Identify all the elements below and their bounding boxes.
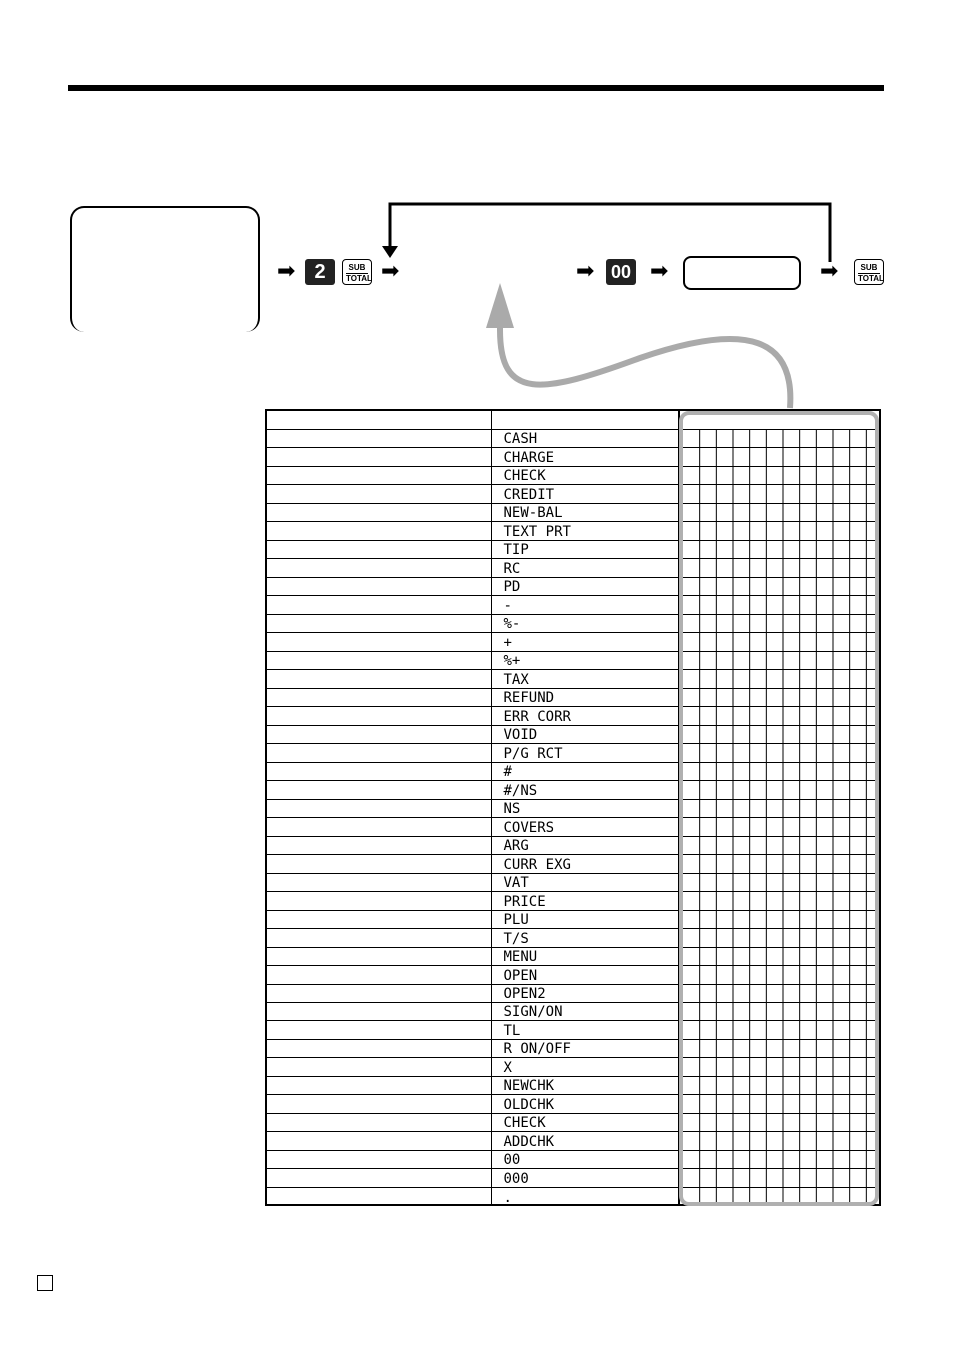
key-name-cell: MENU: [491, 947, 679, 965]
key-name-cell: +: [491, 633, 679, 651]
key-name-cell: VOID: [491, 725, 679, 743]
flow-loop-arrow: [0, 0, 954, 420]
description-cell: [267, 688, 491, 706]
description-cell: [267, 1187, 491, 1205]
key-name-cell: 00: [491, 1150, 679, 1168]
key-name-cell: NS: [491, 799, 679, 817]
description-cell: [267, 503, 491, 521]
highlight-frame: [679, 411, 879, 1206]
description-cell: [267, 1021, 491, 1039]
key-name-cell: NEWCHK: [491, 1076, 679, 1094]
key-name-cell: NEW-BAL: [491, 503, 679, 521]
description-cell: [267, 411, 491, 429]
description-cell: [267, 818, 491, 836]
key-name-cell: X: [491, 1058, 679, 1076]
key-name-cell: VAT: [491, 873, 679, 891]
description-cell: [267, 1058, 491, 1076]
key-name-cell: P/G RCT: [491, 744, 679, 762]
description-cell: [267, 855, 491, 873]
key-name-cell: TEXT PRT: [491, 522, 679, 540]
key-name-cell: OPEN2: [491, 984, 679, 1002]
description-cell: [267, 1095, 491, 1113]
description-cell: [267, 725, 491, 743]
description-cell: [267, 707, 491, 725]
key-name-cell: PLU: [491, 910, 679, 928]
description-cell: [267, 614, 491, 632]
key-name-cell: R ON/OFF: [491, 1039, 679, 1057]
description-cell: [267, 744, 491, 762]
key-name-cell: 000: [491, 1169, 679, 1187]
subtotal-key: SUB TOTAL: [342, 259, 372, 285]
description-cell: [267, 540, 491, 558]
key-name-cell: ERR CORR: [491, 707, 679, 725]
description-cell: [267, 762, 491, 780]
key-name-cell: -: [491, 596, 679, 614]
description-cell: [267, 651, 491, 669]
description-cell: [267, 929, 491, 947]
description-cell: [267, 910, 491, 928]
key-name-cell: #: [491, 762, 679, 780]
description-cell: [267, 1039, 491, 1057]
description-cell: [267, 1113, 491, 1131]
description-cell: [267, 836, 491, 854]
key-name-cell: CURR EXG: [491, 855, 679, 873]
description-cell: [267, 781, 491, 799]
input-box: [683, 256, 801, 290]
description-cell: [267, 670, 491, 688]
key-name-cell: PD: [491, 577, 679, 595]
description-cell: [267, 522, 491, 540]
page-marker: [37, 1275, 53, 1291]
arrow-right-icon: ➡: [277, 259, 296, 284]
key-00: 00: [606, 259, 636, 285]
key-name-cell: %+: [491, 651, 679, 669]
key-name-cell: ADDCHK: [491, 1132, 679, 1150]
description-cell: [267, 892, 491, 910]
arrow-right-icon: ➡: [381, 259, 400, 284]
description-cell: [267, 596, 491, 614]
key-name-cell: #/NS: [491, 781, 679, 799]
key-name-cell: T/S: [491, 929, 679, 947]
key-name-cell: COVERS: [491, 818, 679, 836]
key-name-cell: REFUND: [491, 688, 679, 706]
description-cell: [267, 1003, 491, 1021]
key-name-cell: %-: [491, 614, 679, 632]
key-name-cell: RC: [491, 559, 679, 577]
description-cell: [267, 966, 491, 984]
key-name-cell: CHECK: [491, 466, 679, 484]
arrow-right-icon: ➡: [650, 259, 669, 284]
description-cell: [267, 1132, 491, 1150]
key-name-cell: CASH: [491, 429, 679, 447]
key-name-cell: ARG: [491, 836, 679, 854]
description-cell: [267, 429, 491, 447]
description-cell: [267, 947, 491, 965]
description-cell: [267, 799, 491, 817]
key-name-cell: CREDIT: [491, 485, 679, 503]
description-cell: [267, 466, 491, 484]
key-name-cell: PRICE: [491, 892, 679, 910]
arrow-right-icon: ➡: [576, 259, 595, 284]
key-2: 2: [305, 259, 335, 285]
key-name-cell: SIGN/ON: [491, 1003, 679, 1021]
description-cell: [267, 559, 491, 577]
description-cell: [267, 633, 491, 651]
description-cell: [267, 1076, 491, 1094]
key-name-cell: TIP: [491, 540, 679, 558]
key-name-cell: CHECK: [491, 1113, 679, 1131]
key-name-cell: CHARGE: [491, 448, 679, 466]
key-name-cell: TAX: [491, 670, 679, 688]
arrow-right-icon: ➡: [820, 259, 839, 284]
key-descriptor-table: [265, 409, 881, 1206]
description-cell: [267, 448, 491, 466]
description-cell: [267, 873, 491, 891]
key-name-cell: TL: [491, 1021, 679, 1039]
description-cell: [267, 485, 491, 503]
description-cell: [267, 1150, 491, 1168]
description-cell: [267, 577, 491, 595]
key-name-cell: [491, 411, 679, 429]
key-name-cell: OLDCHK: [491, 1095, 679, 1113]
description-cell: [267, 984, 491, 1002]
subtotal-key: SUB TOTAL: [854, 259, 884, 285]
key-name-cell: OPEN: [491, 966, 679, 984]
key-name-cell: .: [491, 1187, 679, 1205]
description-cell: [267, 1169, 491, 1187]
